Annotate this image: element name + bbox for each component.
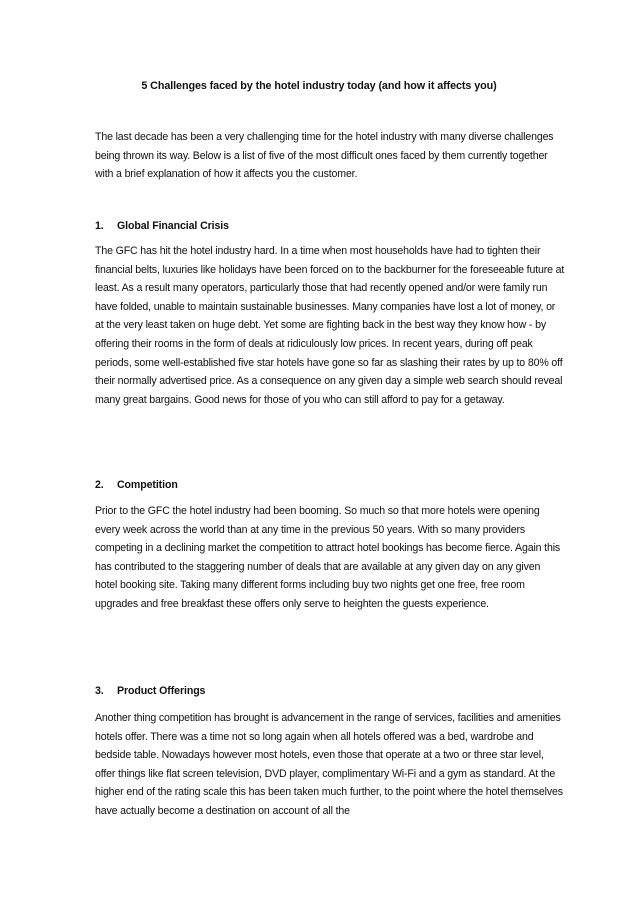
section-title: Product Offerings [117, 685, 206, 697]
document-title: 5 Challenges faced by the hotel industry today (and how it affects you) [141, 80, 497, 92]
section-body-product-offerings: Another thing competition has brought is advancement in the range of services, facilities and amenities hotels offer. There was a time not so long again when all hotels offered was a bed, wardrobe and bedside table. Nowadays however most hotels, even those that operate at a two or three star level, offer things like flat screen television, DVD player, complimentary Wi-Fi and a gym as standard. At the higher end of the rating scale this has been taken much further, to the point where the hotel themselves have actually become a destination on account of all the [95, 712, 563, 817]
section-body-competition: Prior to the GFC the hotel industry had been booming. So much so that more hotels were opening every week across the world than at any time in the previous 50 years. With so many providers competing in a declining market the competition to attract hotel bookings has become fierce. Again this has contributed to the staggering number of deals that are available at any given day on any given hotel booking site. Taking many different forms including buy two nights get one free, free room upgrades and free breakfast these offers only serve to heighten the guests experience. [95, 505, 561, 610]
section-heading-competition [95, 479, 178, 491]
section-number: 2. [95, 479, 104, 491]
section-number: 3. [95, 685, 104, 697]
section-body-global-financial-crisis: The GFC has hit the hotel industry hard. In a time when most households have had to tighten their financial belts, luxuries like holidays have been forced on to the backburner for the foreseeable future at least. As a result many operators, particularly those that had recently opened and/or were family run have folded, unable to maintain sustainable businesses. Many companies have lost a lot of money, or at the very least taken on huge debt. Yet some are fighting back in the best way they know how - by offering their rooms in the form of deals at ridiculously low prices. In recent years, during off peak periods, some well-established five star hotels have gone so far as slashing their rates by up to 80% off their normally advertised price. As a consequence on any given day a simple web search should reveal many great bargains. Good news for those of you who can still afford to pay for a getaway. [95, 245, 565, 406]
section-title: Global Financial Crisis [117, 220, 229, 232]
section-number: 1. [95, 220, 104, 232]
section-title: Competition [117, 479, 178, 491]
intro-paragraph: The last decade has been a very challenging time for the hotel industry with many diverse challenges being thrown its way. Below is a list of five of the most difficult ones faced by them currently together with a brief explanation of how it affects you the customer. [95, 131, 554, 181]
section-heading-global-financial-crisis [95, 220, 229, 232]
section-heading-product-offerings [95, 685, 205, 697]
